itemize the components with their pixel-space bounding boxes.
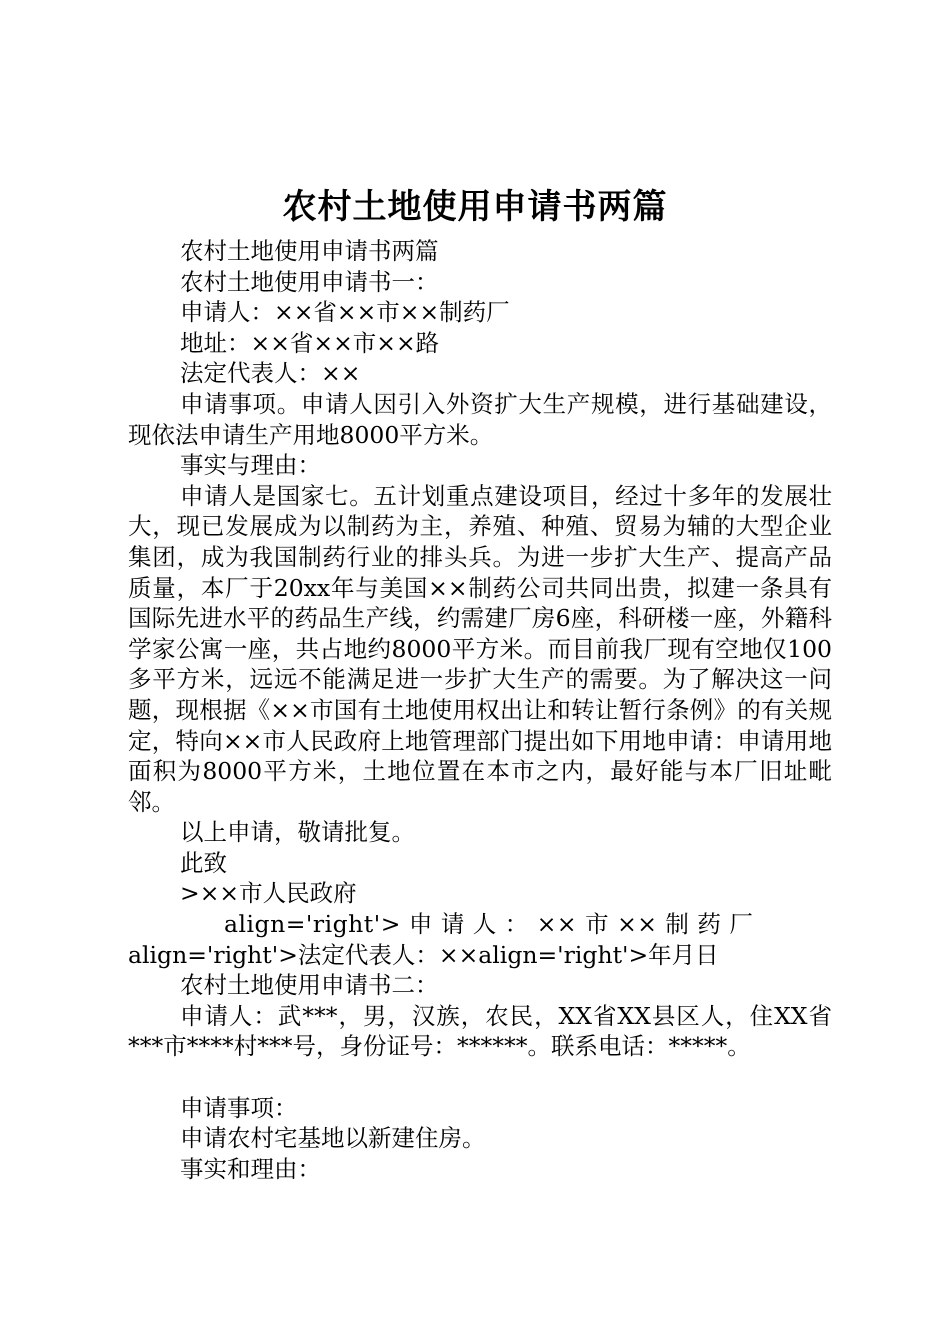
paragraph-request-approval: 以上申请，敬请批复。 [180,818,415,847]
paragraph-subtitle: 农村土地使用申请书两篇 [180,237,439,265]
paragraph-address: 地址：××省××市××路 [180,328,440,357]
paragraph-legal-representative: 法定代表人：×× [180,359,361,388]
paragraph-applicant-two: 申请人：武***，男，汉族，农民，XX省XX县区人，住XX省***市****村***号，身份证号：******。联系电话：*****。 [128,1001,832,1061]
blank-line [128,1062,832,1093]
paragraph-facts-body: 申请人是国家七。五计划重点建设项目，经过十多年的发展壮大，现已发展成为以制药为主，养殖、种殖、贸易为辅的大型企业集团，成为我国制药行业的排头兵。为进一步扩大生产、提高产品质量，本厂于20xx年与美国××制药公司共同出贵，拟建一条具有国际先进水平的药品生产线，约需建厂房6座，科研楼一座，外籍科学家公寓一座，共占地约8000平方米。而目前我厂现有空地仅100多平方米，远远不能满足进一步扩大生产的需要。为了解决这一问题，现根据《××市国有土地使用权出让和转让暂行条例》的有关规定，特向××市人民政府上地管理部门提出如下用地申请：申请用地面积为8000平方米，土地位置在本市之内，最好能与本厂旧址毗邻。 [128,481,832,816]
paragraph-recipient: >××市人民政府 [180,879,357,908]
paragraph-facts-heading: 事实与理由： [180,451,321,480]
paragraph-applicant: 申请人：××省××市××制药厂 [180,298,510,327]
document-body [128,236,832,1184]
document-title: 农村土地使用申请书两篇 [282,187,668,227]
paragraph-matter-two: 申请农村宅基地以新建住房。 [180,1124,486,1153]
paragraph-matter-heading-two: 申请事项： [180,1093,298,1122]
paragraph-application-matter: 申请事项。申请人因引入外资扩大生产规模，进行基础建设，现依法申请生产用地8000平方米。 [128,389,832,449]
paragraph-section-one-heading: 农村土地使用申请书一： [180,267,439,296]
paragraph-salutation: 此致 [180,848,227,877]
paragraph-section-two-heading: 农村土地使用申请书二： [180,971,439,1000]
paragraph-signature-representative-date: align='right'>法定代表人：××align='right'>年月日 [128,940,719,969]
paragraph-facts-heading-two: 事实和理由： [180,1154,321,1183]
paragraph-signature-applicant: align='right'> 申 请 人 ： ×× 市 ×× 制 药 厂 [224,910,754,939]
